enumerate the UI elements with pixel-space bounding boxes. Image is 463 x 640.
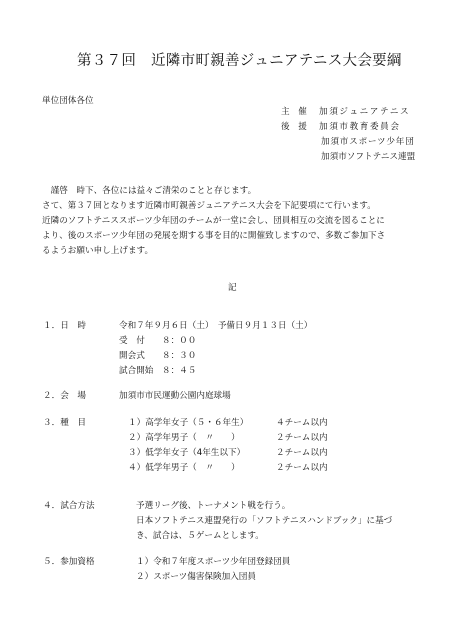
event-limit: ２チーム以内 <box>276 433 328 443</box>
section-label: ３．種 目 <box>43 418 86 428</box>
event-name: １）高学年女子（５・６年生） <box>128 418 249 428</box>
eligibility-item: ２）スポーツ傷害保険加入団員 <box>136 572 256 582</box>
event-name: ４）低学年男子（ 〃 ） <box>128 463 240 473</box>
venue-value: 加須市市民運動公園内庭球場 <box>119 391 231 401</box>
greeting-line: 近隣のソフトテニススポーツ少年団のチームが一堂に会し、団員相互の交流を図ることに <box>42 216 385 226</box>
ki-heading: 記 <box>228 283 237 293</box>
host-value: 加須ジュニアテニス <box>319 107 411 117</box>
support-2: 加須市スポーツ少年団 <box>321 137 415 147</box>
document-title: 第３７回 近隣市町親善ジュニアテニス大会要綱 <box>77 53 402 69</box>
event-limit: ２チーム以内 <box>276 448 328 458</box>
support-label: 後 援 <box>281 122 307 132</box>
section-label: ５．参加資格 <box>43 557 95 567</box>
event-name: ３）低学年女子（4年生以下） <box>128 448 246 458</box>
format-line: 予選リーグ後、トーナメント戦を行う。 <box>136 501 291 511</box>
recipient: 単位団体各位 <box>42 96 94 106</box>
event-limit: ４チーム以内 <box>276 418 328 428</box>
format-line: 日本ソフトテニス連盟発行の「ソフトテニスハンドブック」に基づ <box>136 516 393 526</box>
greeting-line: 謹啓 時下、各位には益々ご清栄のことと存じます。 <box>42 186 257 196</box>
host-label: 主 催 <box>281 107 307 117</box>
section-label: ４．試合方法 <box>43 501 95 511</box>
event-date: 令和７年９月６日（土） 予備日９月１３日（土） <box>119 321 313 331</box>
event-limit: ２チーム以内 <box>276 463 328 473</box>
format-line: き、試合は、５ゲームとします。 <box>136 531 264 541</box>
start-time: 試合開始 ８：４５ <box>119 366 197 376</box>
section-label: １．日 時 <box>43 321 86 331</box>
reception-time: 受 付 ８：００ <box>119 336 197 346</box>
support-3: 加須市ソフトテニス連盟 <box>321 152 416 162</box>
greeting-line: さて、第３７回となります近隣市町親善ジュニアテニス大会を下記要項にて行います。 <box>42 201 376 211</box>
greeting-line: るようお願い申し上げます。 <box>42 246 154 256</box>
section-label: ２．会 場 <box>43 391 86 401</box>
opening-time: 開会式 ８：３０ <box>119 351 197 361</box>
eligibility-item: １）令和７年度スポーツ少年団登録団員 <box>136 557 291 567</box>
event-name: ２）高学年男子（ 〃 ） <box>128 433 240 443</box>
greeting-line: より、後のスポーツ少年団の発展を期する事を目的に開催致しますので、多数ご参加下さ <box>42 231 386 241</box>
support-value: 加須市教育委員会 <box>319 122 401 132</box>
